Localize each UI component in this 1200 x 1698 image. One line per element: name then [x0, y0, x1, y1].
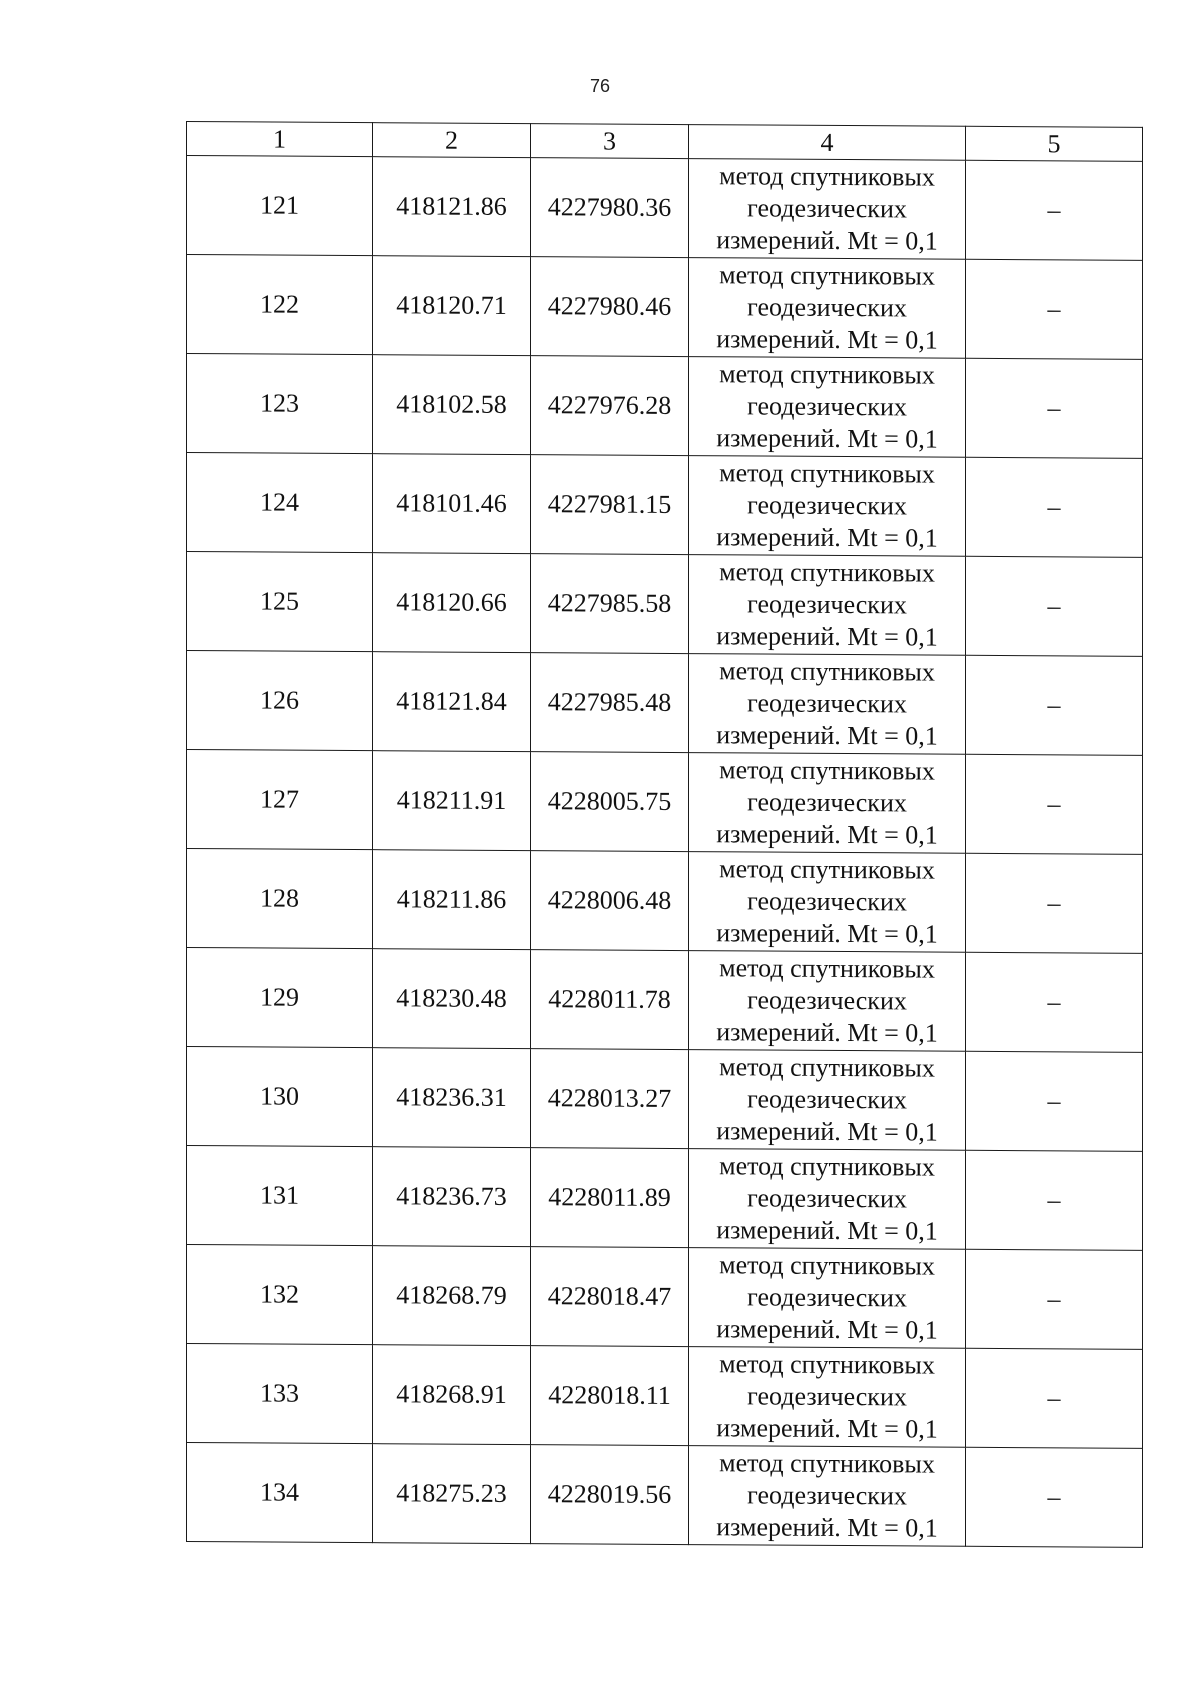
column-header-2: 2 — [373, 123, 531, 158]
y-coordinate-cell: 4227981.15 — [531, 455, 689, 555]
note-cell: – — [966, 1051, 1143, 1151]
note-cell: – — [966, 457, 1143, 557]
y-coordinate-cell: 4227985.58 — [531, 554, 689, 654]
table-row — [187, 849, 1143, 954]
table-row — [187, 552, 1143, 657]
table-row — [187, 255, 1143, 360]
x-coordinate-cell: 418275.23 — [373, 1444, 531, 1544]
column-header-4: 4 — [689, 125, 966, 161]
method-text: метод спутниковых геодезических измерений. Mt = 0,1 — [716, 1349, 938, 1444]
method-text: метод спутниковых геодезических измерений. Mt = 0,1 — [716, 1250, 938, 1345]
point-number-cell: 129 — [187, 948, 373, 1048]
method-text: метод спутниковых геодезических измерений. Mt = 0,1 — [716, 854, 938, 949]
table-row — [187, 1146, 1143, 1251]
method-text: метод спутниковых геодезических измерений. Mt = 0,1 — [716, 1151, 938, 1246]
y-coordinate-cell: 4227980.46 — [531, 257, 689, 357]
note-cell: – — [966, 1447, 1143, 1547]
method-text: метод спутниковых геодезических измерений. Mt = 0,1 — [716, 755, 938, 850]
point-number-cell: 124 — [187, 453, 373, 553]
method-cell — [689, 1446, 966, 1547]
table-row — [187, 651, 1143, 756]
x-coordinate-cell: 418268.91 — [373, 1345, 531, 1445]
point-number-cell: 123 — [187, 354, 373, 454]
x-coordinate-cell: 418236.73 — [373, 1147, 531, 1247]
point-number-cell: 126 — [187, 651, 373, 751]
column-header-5: 5 — [966, 126, 1143, 161]
note-cell: – — [966, 952, 1143, 1052]
table-row — [187, 1443, 1143, 1548]
point-number-cell: 128 — [187, 849, 373, 949]
table-row — [187, 156, 1143, 261]
note-cell: – — [966, 1249, 1143, 1349]
coordinates-table — [186, 121, 1143, 1548]
x-coordinate-cell: 418230.48 — [373, 949, 531, 1049]
page-number: 76 — [589, 76, 611, 96]
y-coordinate-cell: 4228019.56 — [531, 1445, 689, 1545]
point-number-cell: 125 — [187, 552, 373, 652]
x-coordinate-cell: 418211.86 — [373, 850, 531, 950]
table-row — [187, 750, 1143, 855]
x-coordinate-cell: 418102.58 — [373, 355, 531, 455]
method-cell — [689, 654, 966, 755]
y-coordinate-cell: 4227976.28 — [531, 356, 689, 456]
method-cell — [689, 951, 966, 1052]
note-cell: – — [966, 754, 1143, 854]
method-text: метод спутниковых геодезических измерений. Mt = 0,1 — [716, 260, 938, 355]
x-coordinate-cell: 418211.91 — [373, 751, 531, 851]
method-text: метод спутниковых геодезических измерений. Mt = 0,1 — [716, 458, 938, 553]
method-cell — [689, 159, 966, 260]
x-coordinate-cell: 418120.71 — [373, 256, 531, 356]
y-coordinate-cell: 4227980.36 — [531, 158, 689, 258]
column-header-3: 3 — [531, 124, 689, 159]
point-number-cell: 121 — [187, 156, 373, 256]
method-cell — [689, 753, 966, 854]
table-body — [187, 156, 1143, 1548]
table-row — [187, 948, 1143, 1053]
point-number-cell: 133 — [187, 1344, 373, 1444]
point-number-cell: 132 — [187, 1245, 373, 1345]
method-cell — [689, 852, 966, 953]
note-cell: – — [966, 358, 1143, 458]
table-header — [187, 122, 1143, 162]
y-coordinate-cell: 4228018.11 — [531, 1346, 689, 1446]
table-row — [187, 1245, 1143, 1350]
point-number-cell: 127 — [187, 750, 373, 850]
note-cell: – — [966, 160, 1143, 260]
x-coordinate-cell: 418121.84 — [373, 652, 531, 752]
point-number-cell: 130 — [187, 1047, 373, 1147]
header-row — [187, 122, 1143, 162]
method-cell — [689, 1149, 966, 1250]
table-row — [187, 354, 1143, 459]
point-number-cell: 122 — [187, 255, 373, 355]
method-text: метод спутниковых геодезических измерений. Mt = 0,1 — [716, 557, 938, 652]
method-cell — [689, 555, 966, 656]
y-coordinate-cell: 4228011.78 — [531, 950, 689, 1050]
method-text: метод спутниковых геодезических измерений. Mt = 0,1 — [716, 656, 938, 751]
table-row — [187, 1344, 1143, 1449]
coordinates-table-container — [186, 121, 1142, 1548]
x-coordinate-cell: 418121.86 — [373, 157, 531, 257]
method-cell — [689, 1248, 966, 1349]
y-coordinate-cell: 4228011.89 — [531, 1148, 689, 1248]
note-cell: – — [966, 853, 1143, 953]
point-number-cell: 134 — [187, 1443, 373, 1543]
method-text: метод спутниковых геодезических измерений. Mt = 0,1 — [716, 359, 938, 454]
note-cell: – — [966, 556, 1143, 656]
method-cell — [689, 357, 966, 458]
column-header-1: 1 — [187, 122, 373, 157]
y-coordinate-cell: 4228013.27 — [531, 1049, 689, 1149]
x-coordinate-cell: 418120.66 — [373, 553, 531, 653]
table-row — [187, 453, 1143, 558]
point-number-cell: 131 — [187, 1146, 373, 1246]
method-cell — [689, 1050, 966, 1151]
y-coordinate-cell: 4228005.75 — [531, 752, 689, 852]
y-coordinate-cell: 4228006.48 — [531, 851, 689, 951]
method-text: метод спутниковых геодезических измерений. Mt = 0,1 — [716, 953, 938, 1048]
method-text: метод спутниковых геодезических измерений. Mt = 0,1 — [716, 1052, 938, 1147]
note-cell: – — [966, 655, 1143, 755]
method-text: метод спутниковых геодезических измерений. Mt = 0,1 — [716, 161, 938, 256]
x-coordinate-cell: 418236.31 — [373, 1048, 531, 1148]
method-cell — [689, 456, 966, 557]
method-cell — [689, 258, 966, 359]
y-coordinate-cell: 4228018.47 — [531, 1247, 689, 1347]
x-coordinate-cell: 418101.46 — [373, 454, 531, 554]
note-cell: – — [966, 1348, 1143, 1448]
note-cell: – — [966, 1150, 1143, 1250]
y-coordinate-cell: 4227985.48 — [531, 653, 689, 753]
method-cell — [689, 1347, 966, 1448]
x-coordinate-cell: 418268.79 — [373, 1246, 531, 1346]
method-text: метод спутниковых геодезических измерений. Mt = 0,1 — [716, 1448, 938, 1543]
note-cell: – — [966, 259, 1143, 359]
table-row — [187, 1047, 1143, 1152]
